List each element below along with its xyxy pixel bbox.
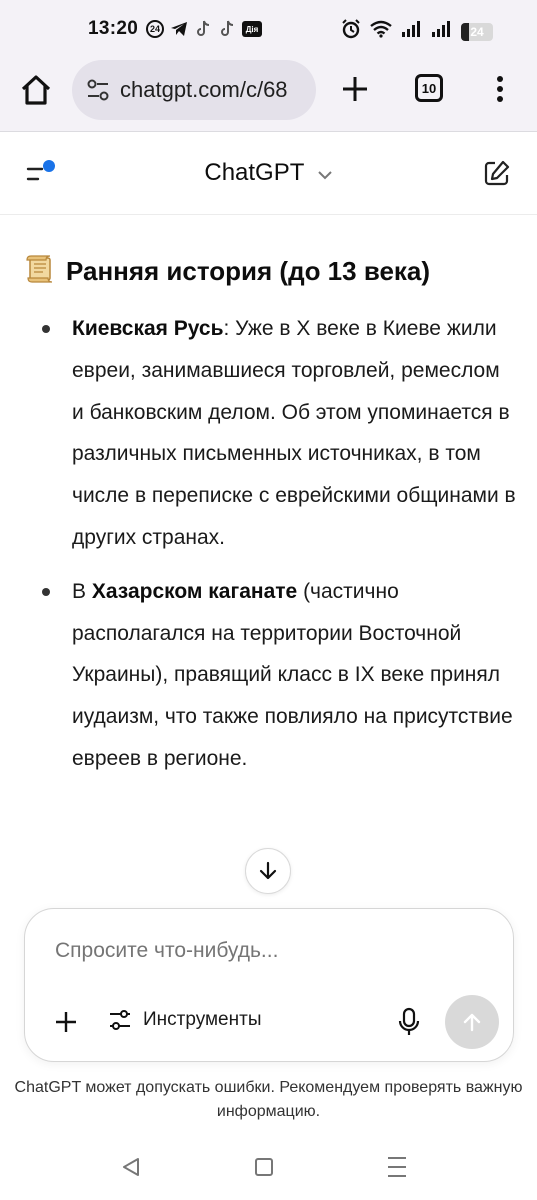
signal-icon <box>401 20 423 43</box>
plus-icon <box>53 1009 79 1035</box>
dia-app-icon: Дія <box>242 21 262 37</box>
new-chat-button[interactable] <box>483 159 511 187</box>
browser-menu-button[interactable] <box>490 72 510 106</box>
edit-icon <box>483 159 511 187</box>
status-bar <box>0 0 537 58</box>
scroll-icon <box>24 254 56 284</box>
telegram-icon <box>170 20 188 38</box>
battery-fill <box>461 23 469 41</box>
arrow-down-icon <box>257 860 279 882</box>
back-button[interactable] <box>120 1156 142 1178</box>
model-selector[interactable] <box>0 159 537 188</box>
notification-icons <box>146 20 262 38</box>
section-heading <box>24 254 430 287</box>
send-button[interactable] <box>445 995 499 1049</box>
wifi-icon <box>369 20 393 43</box>
signal-icon <box>431 20 453 43</box>
list-item-text: (частично располагался на территории Восточной Украины), правящий класс в IX веке принял иудаизм, что также повлияло на присутствие евреев в регионе. <box>72 579 513 770</box>
list-item-text: : Уже в X веке в Киеве жили евреи, занимавшиеся торговлей, ремеслом и банковским делом. Об этом упоминается в различных письменных источниках, в том числе в переписке с еврейскими общинами в других странах. <box>72 317 516 549</box>
system-nav-bar <box>0 1140 537 1200</box>
home-icon <box>18 72 54 108</box>
section-heading-text: Ранняя история (до 13 века) <box>66 256 431 286</box>
tab-switcher-button[interactable]: 10 <box>415 74 443 102</box>
new-tab-button[interactable] <box>338 72 372 106</box>
home-button[interactable] <box>18 72 54 108</box>
dictate-button[interactable] <box>397 1007 421 1037</box>
list-item-prefix: В <box>72 579 92 603</box>
system-status-icons <box>341 19 493 44</box>
plus-icon <box>338 72 372 106</box>
address-bar[interactable] <box>72 60 316 120</box>
tiktok-icon <box>194 20 212 38</box>
message-composer <box>24 908 514 1062</box>
sliders-icon <box>107 1007 133 1033</box>
list-item-bold: Хазарском каганате <box>91 579 298 603</box>
back-triangle-icon <box>120 1156 142 1178</box>
tools-label: Инструменты <box>143 1009 262 1030</box>
alarm-icon <box>341 19 361 44</box>
status-time: 13:20 <box>88 18 139 39</box>
list-item-bold: Киевская Русь <box>72 317 224 340</box>
disclaimer: ChatGPT может допускать ошибки. Рекомендуем проверять важную информацию. <box>14 1079 523 1120</box>
site-settings-icon[interactable] <box>84 76 112 104</box>
chat-header <box>0 133 537 215</box>
battery-level: 24 <box>470 24 484 39</box>
scroll-to-bottom-button[interactable] <box>245 848 291 894</box>
url-text: chatgpt.com/c/68 <box>120 77 288 102</box>
prompt-input[interactable] <box>55 939 475 963</box>
list-item <box>0 571 537 780</box>
chevron-down-icon <box>317 160 333 188</box>
attach-button[interactable] <box>53 1009 79 1035</box>
arrow-up-icon <box>460 1010 484 1034</box>
tiktok-icon <box>218 20 236 38</box>
bullet-list <box>0 308 537 792</box>
browser-toolbar <box>0 58 537 132</box>
tools-button[interactable] <box>107 1007 261 1033</box>
more-vert-icon <box>497 76 503 82</box>
battery-icon <box>461 23 493 41</box>
list-item <box>0 308 537 559</box>
recents-button[interactable] <box>388 1157 406 1177</box>
page-title: ChatGPT <box>204 159 304 186</box>
microphone-icon <box>397 1007 421 1037</box>
home-nav-button[interactable] <box>255 1158 273 1176</box>
news-24-icon: 24 <box>146 20 164 38</box>
